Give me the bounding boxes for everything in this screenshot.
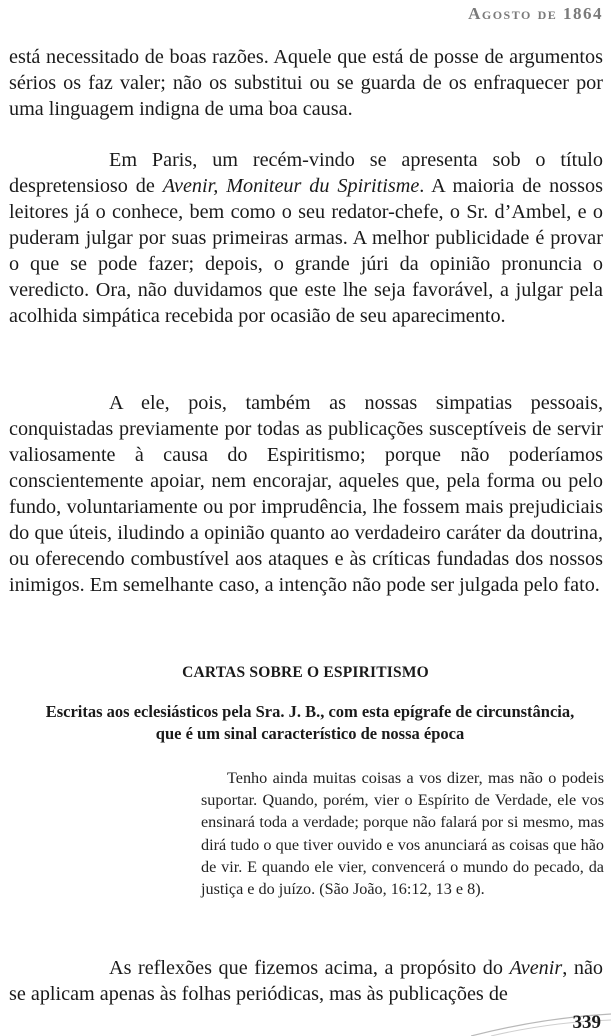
paragraph-2: [9, 147, 603, 329]
running-head: Agosto de 1864: [468, 4, 603, 23]
paragraph-3-text: A ele, pois, também as nossas simpatias pessoais, conquistadas previamente por todas as publicações susceptíveis de servir valiosamente à causa do Espiritismo; porque não poderíamos conscientemente apoiar, nem encorajar, aqueles que, pela forma ou pelo fundo, voluntariamente ou por imprudência, lhe fossem mais prejudiciais do que úteis, iludindo a opinião quanto ao verdadeiro caráter da doutrina, ou oferecendo combustível aos ataques e às críticas fundadas dos nossos inimigos. Em semelhante caso, a intenção não pode ser julgada pelo fato.: [9, 392, 603, 596]
journal-title-avenir: Avenir: [509, 957, 563, 979]
paragraph-2-part-a: Em Paris, um recém-vindo se apresenta sob o título despretensioso de: [9, 149, 603, 197]
paragraph-2-part-b: . A maioria de nossos leitores já o conhece, bem como o seu redator-chefe, o Sr. d’Ambel, e o puderam julgar por suas primeiras armas. A melhor publicidade é provar o que se pode fazer; depois, o grande júri da opinião pronuncia o veredicto. Ora, não duvidamos que este lhe seja favorável, a julgar pela acolhida simpática recebida por ocasião de seu aparecimento.: [9, 175, 603, 327]
paragraph-1: [9, 44, 603, 122]
section-heading: CARTAS SOBRE O ESPIRITISMO: [182, 664, 429, 681]
paragraph-1-text: está necessitado de boas razões. Aquele que está de posse de argumentos sérios os faz valer; não os substitui ou se guarda de os enfraquecer por uma linguagem indigna de uma boa causa.: [9, 46, 603, 120]
paragraph-4-text: [9, 955, 603, 1007]
paragraph-4-part-b: , não se aplicam apenas às folhas periódicas, mas às publicações de: [9, 957, 603, 1005]
paragraph-4: [9, 955, 603, 1007]
paragraph-4-part-a: As reflexões que fizemos acima, a propósito do: [109, 957, 510, 979]
paragraph-2-text: [9, 147, 603, 329]
journal-title-avenir-moniteur: Avenir, Moniteur du Spiritisme: [162, 175, 420, 197]
paragraph-3: [9, 390, 603, 598]
section-subheading: Escritas aos eclesiásticos pela Sra. J. B., com esta epígrafe de circunstância, que é um sinal característico de nossa época: [45, 702, 575, 743]
page-number: 339: [572, 1012, 601, 1033]
epigraph-text: Tenho ainda muitas coisas a vos dizer, mas não o podeis suportar. Quando, porém, vier o Espírito de Verdade, ele vos ensinará toda a verdade; porque não falará por si mesmo, mas dirá tudo o que tiver ouvido e vos anunciará as coisas que hão de vir. E quando ele vier, convencerá o mundo do pecado, da justiça e do juízo. (São João, 16:12, 13 e 8).: [201, 769, 604, 899]
epigraph-quote: [201, 767, 604, 900]
